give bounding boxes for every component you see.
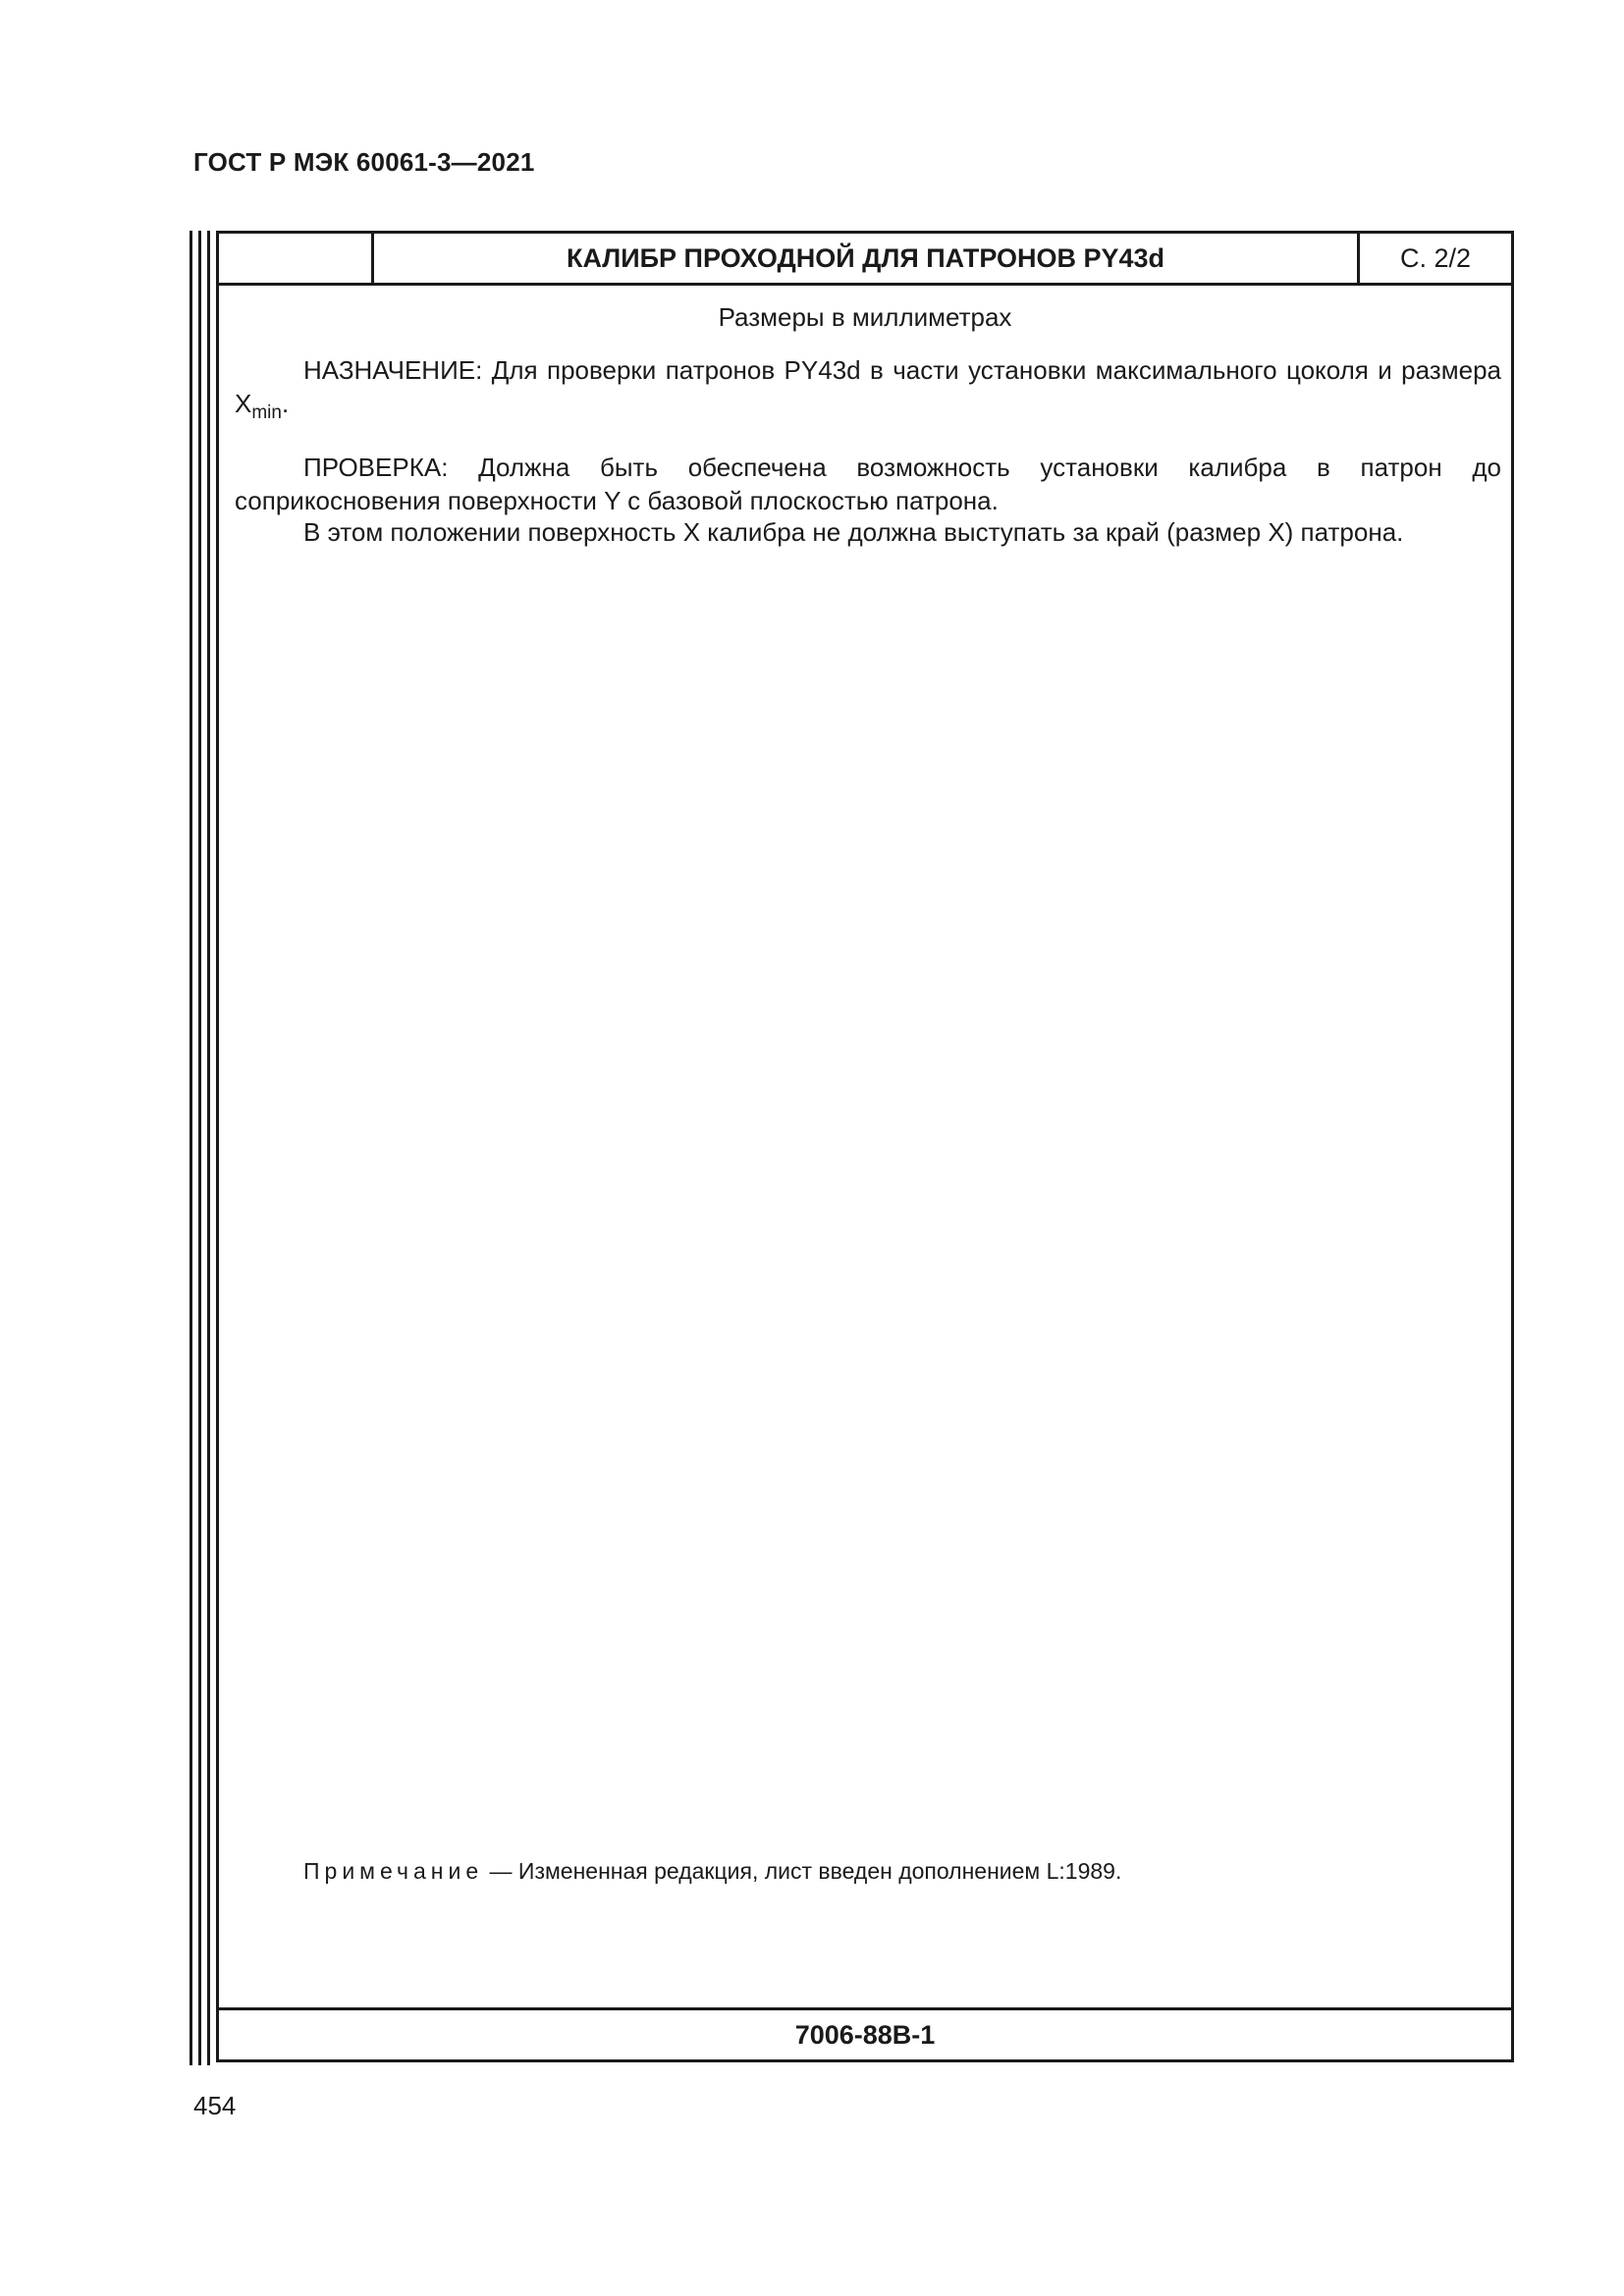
purpose-subscript: min <box>251 402 282 423</box>
sheet-page-ref: С. 2/2 <box>1399 242 1472 273</box>
note-text: — Измененная редакция, лист введен дополнением L:1989. <box>483 1858 1122 1884</box>
title-blank-cell <box>219 234 374 283</box>
margin-rule <box>198 231 201 2065</box>
sheet-frame <box>216 231 1514 2062</box>
position-paragraph: В этом положении поверхность X калибра не должна выступать за край (размер X) патрона. <box>303 517 1404 547</box>
note <box>303 1858 1121 1885</box>
units-note: Размеры в миллиметрах <box>718 302 1012 332</box>
page-number: 454 <box>193 2091 237 2120</box>
purpose-end: . <box>281 389 290 418</box>
sheet-title: КАЛИБР ПРОХОДНОЙ ДЛЯ ПАТРОНОВ PY43d <box>374 234 1360 283</box>
purpose-text: НАЗНАЧЕНИЕ: Для проверки патронов PY43d в части установки максимального цоколя и размера X <box>235 355 1501 418</box>
check-paragraph: ПРОВЕРКА: Должна быть обеспечена возможность установки калибра в патрон до соприкосновения поверхности Y с базовой плоскостью патрона. <box>235 453 1501 515</box>
note-label: Примечание <box>303 1858 484 1884</box>
title-row <box>219 234 1511 286</box>
margin-rule <box>189 231 192 2065</box>
margin-rule <box>207 231 210 2065</box>
sheet-code: 7006-88B-1 <box>219 2007 1511 2059</box>
purpose-paragraph <box>235 353 1501 423</box>
document-header: ГОСТ Р МЭК 60061-3—2021 <box>193 147 535 177</box>
